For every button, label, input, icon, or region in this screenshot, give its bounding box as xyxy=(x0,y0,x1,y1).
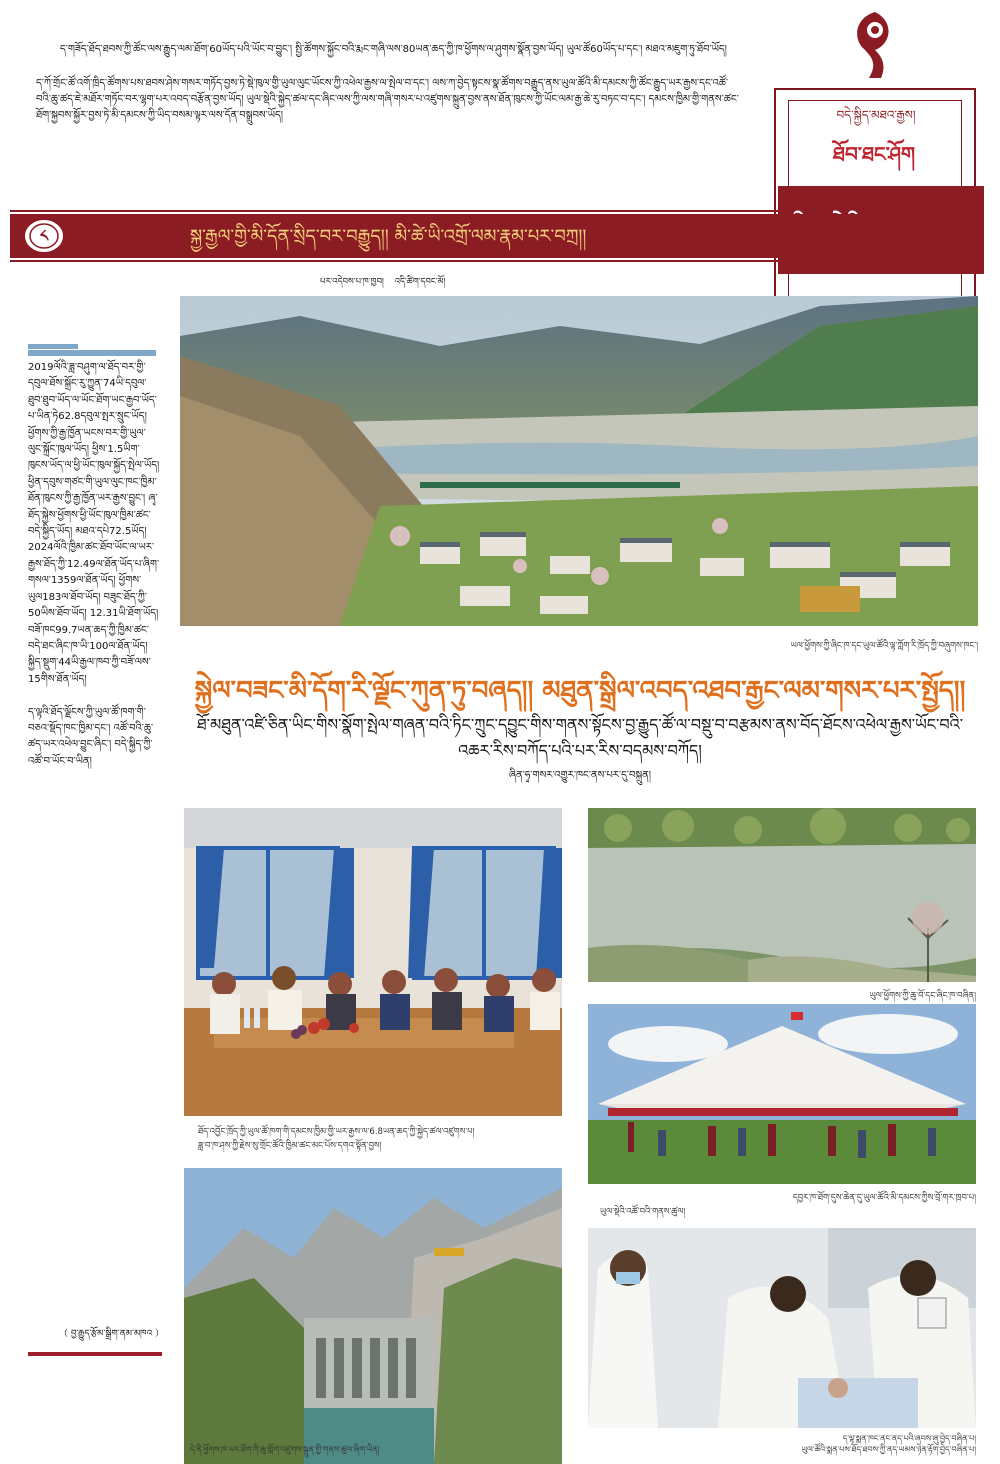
family-dining-photo xyxy=(184,808,562,1116)
ribbon-edge-top xyxy=(10,210,780,212)
masthead-motto: བདེ་སྐྱིད་མཐའ་རྒྱས། xyxy=(836,108,916,122)
top-byline: པར་འདེབས་པ་ཁ་ཁྱབ། འདི་ཚིག་དབང་མོ། xyxy=(320,277,446,287)
dam-photo-caption xyxy=(184,1414,185,1415)
top-article-paragraph-1: ད་གཟོད་ཐོད་ཐབས་ཀྱི་ཚོང་ལས་རྒྱུད་ལམ་ཐོག་60ཡོད་པའི་ཡོང་བ་བྱུང་། སྤྱི་ཚོགས་སྐྱོང་བའི་རྨང་གཞི་ལས་80ཡན་ཆད་ཀྱི་ཁ་ཕྱོགས་ལ་ཤུགས་སྣོན་བྱས་ཡོད། ཡུལ་ཚོ60ཡོད་པ་དང་། མཐའ་མཇུག་ཏུ་ཐོབ་ཡོད། xyxy=(60,44,727,55)
sub-headline: ཐོ་མཐུན་འཛི་ཅིན་ཡིང་གིས་སྣོག་སྤེལ་གཞན་བའི་ཏིང་ཀྲུང་དབྱུང་གིས་གནས་སྟོངས་བྱ་རྒྱུད་ཚོ་ལ་བསྡུ་བ་བརྩམས་ནས་བོད་ཐོངས་འཕེལ་རྒྱས་ཡོང་བའི་འཆར་རིས་བཀོད་པའི་པར་རིས་བདམས་བཀོད། xyxy=(196,715,964,760)
photo-credit-byline: ཞིན་ཧྭ་གསར་འགྱུར་ཁང་ནས་པར་དུ་བསྐྲུན། xyxy=(508,770,652,781)
sidebar-article-text: 2019ལོའི་ཟླ་བཤུག་ལ་ཐོད་བར་གྱི་དབུལ་ཐོས་སྐྲོང་རུ་ཀྱུན་74ཡི་དབུལ་ཐུབ་ཐུབ་ཡོད་ལ་ཡོང་ཐོག་ཡང་རྒྱབ་ཡོད་པ་ཡིན་ཏེ62.8དབུལ་སྤར་སྲུང་ཡོད། ཕྱོགས་ཀྱི་རྒྱ་ཁྱོན་ཡངས་བར་གྱི་ཡུལ་ལུང་སྐྲོང་ཁུལ་ཡོད། ཕྱིས་1.5ཡིག་ཁུངས་ཡོད་ལ་ཕྱི་ཡོང་ཁུལ་སྐྱོད་སྤེལ་ཡོད། ཕྱིན་དབུས་གཙང་གི་ཡུལ་ལུང་ཁང་ཁྱིམ་ཐོན་ཁུངས་ཀྱི་རྒྱ་ཁྱོན་ཡར་རྒྱས་བྱུང་། ཞྭ་ཐོད་སྐྱེས་ཕྱོགས་ཕྱི་ཡོང་ཁུལ་ཁྱིམ་ཚང་བདེ་སྐྱིད་ཡོད། མཐའ་དཔེ72.5ཡོད། 2024ལོའི་ཁྱིམ་ཚང་ཐོབ་ཡོང་ལ་ཡར་རྒྱས་ཐོད་ཀྱི་12.49ལ་ཐོན་ཡོད་པ་ཞིག་གསལ་1359ལ་ཐོན་ཡོད། ཕྱོགས་ཡུལ183ལ་ཐོབ་ཡོད། བཟུང་ཐོད་ཀྱི་50ཡིས་ཐོབ་ཡོད། 12.31ཡི་ཐོག་ཡོད། བཟོ་ཁང99.7ཡན་ཆད་ཀྱི་ཁྱིམ་ཚང་བདེ་ཐང་ཞིང་ཁ་ཡི་100ལ་ཐོན་ཡོད། སྐྱིད་སྡུག་44ཡི་རྒྱལ་ཁབ་ཀྱི་བཟོ་ལས་15གིས་ཐོན་ཡོད། ད་ལྟའི་ཐོད་ལྗོངས་ཀྱི་ཡུལ་ཚོ་ཁག་གི་བཅའ་སྡོད་ཁང་ཁྱིམ་དང་། འཚོ་བའི་ཆུ་ཚད་ཡར་འཕེལ་བྱུང་ཞིང་། བདེ་སྐྱིད་ཀྱི་འཚོ་བ་ཡོང་བ་ཡིན། xyxy=(28,362,160,767)
masthead-red-seal: ཐོབ་ཐང་ཤོག xyxy=(832,142,916,166)
sidebar-end-bar xyxy=(28,1352,162,1356)
dam-photo-caption-visible: དེ་ནི་ཕྱོགས་ཁ་ཡར་ཐོག་གི་ཆུ་གློག་འཛུགས་སྐྲུན་གྱི་གནས་ཚུལ་ཞིག་ཡིན། xyxy=(190,1445,380,1454)
clinic-photo-caption: ད་ལྟ་སྨན་ཁང་ནང་ནད་པའི་ཞབས་ཞུ་བྱེད་བཞིན་པ། xyxy=(842,1434,976,1443)
festival-photo-caption-2: ཡུལ་སྡེའི་འཚོ་བའི་གནས་ཚུལ། xyxy=(600,1207,686,1217)
dining-photo-caption: ཐོད་འབྱོང་ཁྲོད་ཀྱི་ཡུལ་ཚོ་ཁག་གི་དམངས་ཁྱིམ་གྱི་ཡར་རྒྱས་ལ་6.8ཡན་ཆད་ཀྱི་སྐྱེད་ཚལ་འཛུགས་པ། xyxy=(198,1127,475,1137)
ribbon-slogan: སྐྱ་རྒྱལ་གྱི་མི་དོན་སྲིད་བར་བརྒྱུད།། མི་ཚེ་ཡི་འགྲོ་ལམ་རྣམ་པར་བཀྲ།། xyxy=(190,226,587,247)
sidebar-signature: （ བྱ་རྒྱུད་རྩོམ་སྒྲིག་ནམ་མཁའ ） xyxy=(58,1329,164,1339)
main-headline: སྐྱེལ་བཟང་མི་དོག་རི་ལྗོང་ཀུན་ཏུ་བཞད།། མཐུན་སྒྲིལ་འབད་འཐབ་རྒྱང་ལམ་གསར་པར་སྤྱོད།། xyxy=(194,676,966,706)
dining-photo-caption-2: ཟླ་བ་ཁ་ཤས་ཀྱི་རྗེས་སུ་གྲོང་ཚོའི་ཁྱིམ་ཚང་མང་པོས་དགའ་སྟོན་བྱས། xyxy=(198,1141,382,1151)
festival-tent-photo xyxy=(588,1004,976,1184)
clinic-photo-caption-2: ཡུལ་ཚོའི་སྨན་པས་ཐོད་ཐབས་ཀྱི་ནད་ཡམས་ཉེན་རྟོག་བྱེད་བཞིན་པ། xyxy=(801,1445,976,1454)
river-photo-caption: ཡུལ་ཕྱོགས་ཀྱི་ཆུ་བོ་དང་ཞིང་ཁ་བཞིན། xyxy=(869,991,976,1001)
endless-knot-logo xyxy=(847,8,903,82)
top-article-paragraph-2: ད་ཀོ་གྲོང་ཚོ་འགོ་ཁྲིད་ཚོགས་པས་ཐབས་ཤེས་གསར་གཏོད་བྱས་ཏེ་སྡེ་ཁུལ་གྱི་ཡུལ་ལུང་ཡོངས་ཀྱི་འཕེལ་རྒྱས་ལ་སྤེལ་བ་དང་། ལས་ཀ་བྱེད་སྟངས་སྣ་ཚོགས་བརྒྱུད་ནས་ཡུལ་ཚོའི་མི་དམངས་ཀྱི་ཚོང་རྒྱུད་ཡར་རྒྱས་དང་འཚོ་བའི་ཆུ་ཚད་ཇེ་མཐོར་གཏོང་བར་ལྷག་པར་འབད་བརྩོན་བྱས་ཡོད། ཡུལ་སྡེའི་སྐྱེད་ཚལ་དང་ཞིང་ལས་ཀྱི་ལས་གཞི་གསར་པ་འཛུགས་སྐྲུན་བྱས་ནས་ཐོན་ཁུངས་ཀྱི་ཡོང་ལམ་རྒྱ་ཆེ་རུ་བཏང་བ་དང་། དམངས་ཁྱིམ་གྱི་གནས་ཚང་ཐོག་སྐྱབས་སྐྱོར་བྱས་ཏེ་མི་དམངས་ཀྱི་ཡིད་བསམ་ལྟར་ལས་དོན་བསྒྲུབས་ཡོད། xyxy=(36,78,739,121)
ribbon-edge-bottom xyxy=(10,260,780,262)
festival-photo-caption: དབྱར་ཁ་ཐོག་དུས་ཆེན་དུ་ཡུལ་ཚོའི་མི་དམངས་ཀྱིས་བྲོ་གར་ཁྲབ་པ། xyxy=(792,1193,976,1203)
river-photo xyxy=(588,808,976,982)
clinic-photo xyxy=(588,1228,976,1428)
valley-photo-caption: ཡལ་ཕྱོགས་ཀྱི་ཞིང་ཁ་དང་ཡུལ་ཚོའི་ལྟ་ཀློག་རི་ཁྲོད་ཀྱི་བཞུགས་ཁང་། xyxy=(790,641,978,651)
sidebar-accent-short xyxy=(28,344,78,349)
valley-photo xyxy=(180,296,978,626)
ribbon-badge: ༨ xyxy=(39,226,49,245)
sidebar-accent-bar xyxy=(28,350,156,356)
dam-photo xyxy=(184,1168,562,1464)
